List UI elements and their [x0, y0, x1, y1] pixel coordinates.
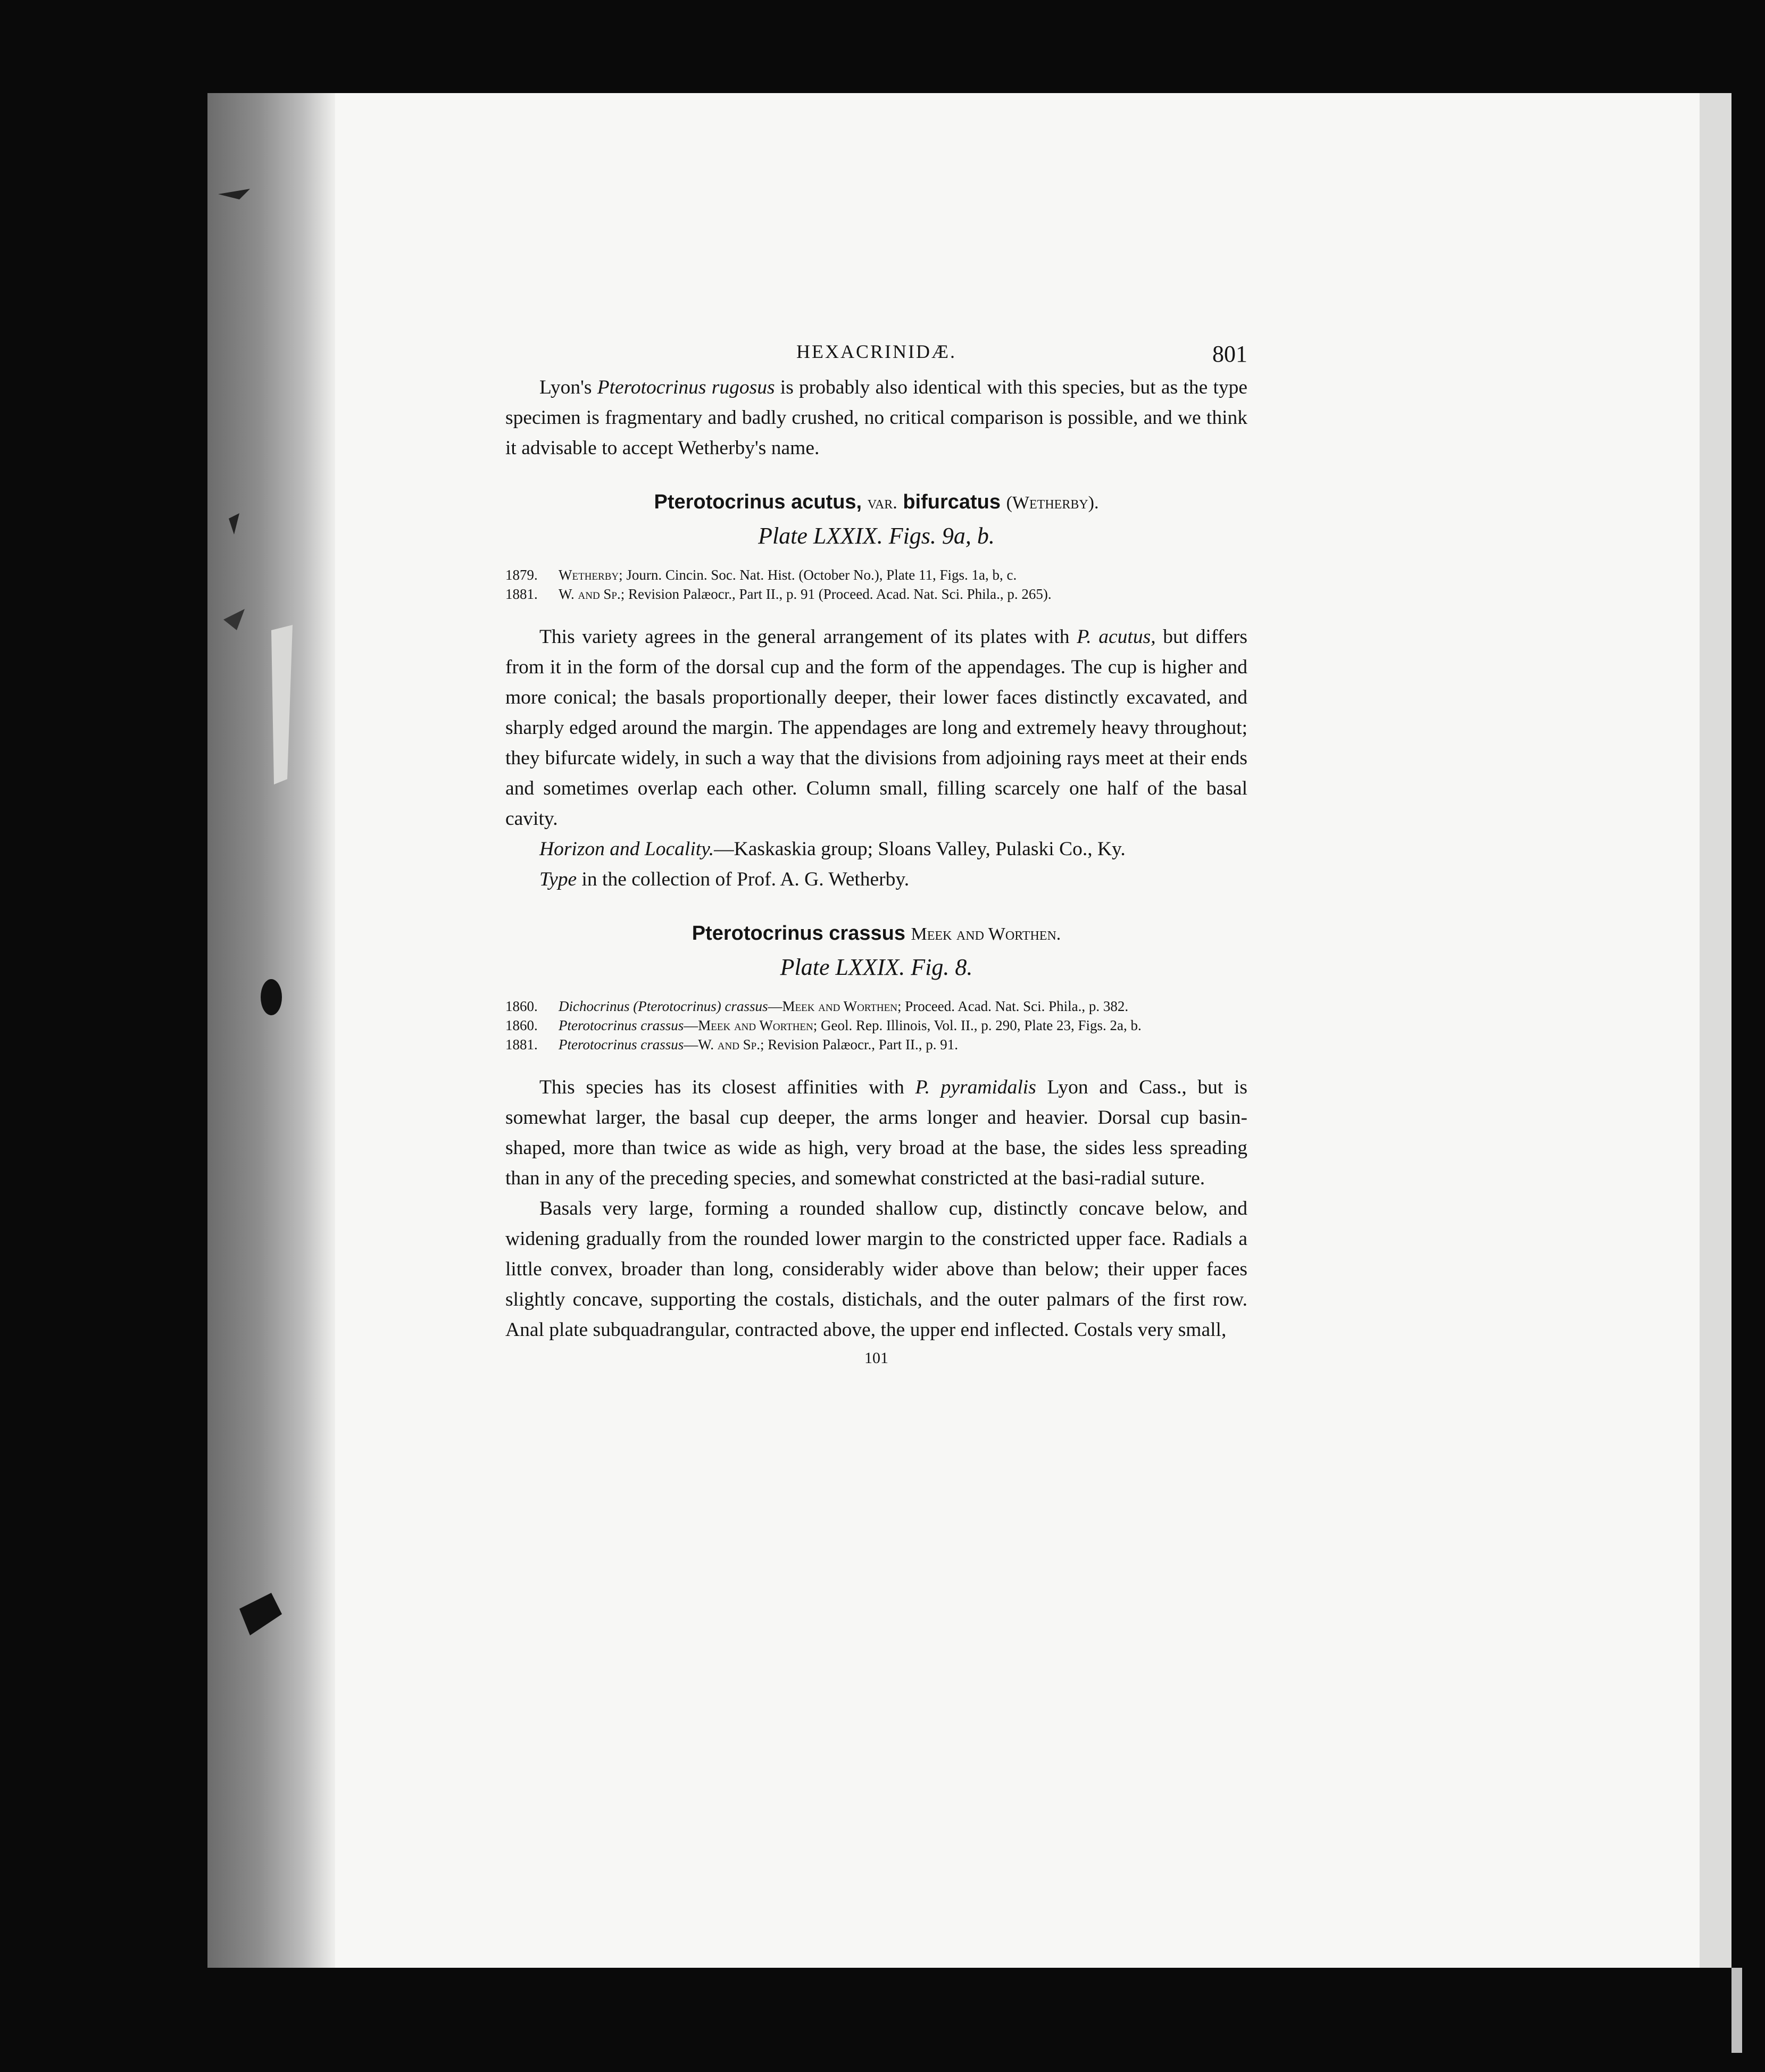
text-run: but differs from it in the form of the dorsal cup and the form of the appendages. The cup is higher and more conical; the basals proportionally deeper, their lower faces distinctly excavated, and sharply edged around the margin. The appendages are long and extremely heavy throughout; they bifurcate widely, in such a way that the divisions from adjoining rays meet at their ends and sometimes overlap each other. Column small, filling scarcely one half of the basal cavity. — [505, 626, 1247, 830]
var-label: var. — [867, 493, 897, 513]
species-heading-crassus — [505, 922, 1247, 945]
ref-name: Dichocrinus (Pterotocrinus) crassus — [559, 998, 768, 1014]
page-gutter-shadow — [207, 93, 335, 1968]
italic-species: P. acutus, — [1077, 626, 1156, 648]
ref-name: Pterotocrinus crassus — [559, 1037, 684, 1052]
horizon-label: Horizon and Locality. — [539, 838, 714, 860]
ref-author: —Meek and Worthen — [768, 998, 897, 1014]
synonymy-list — [505, 997, 1247, 1054]
synonymy-entry — [505, 997, 1247, 1016]
ref-author: —W. and Sp. — [684, 1037, 761, 1052]
intro-text: is probably also identical with this species, but as the type specimen is fragmentary and badly crushed, no critical comparison is possible, and we think it advisable to accept Wetherby's name. — [505, 377, 1248, 459]
intro-genus: Pterotocrinus rugosus — [597, 377, 775, 398]
synonymy-entry — [505, 1016, 1247, 1035]
description-paragraph: Basals very large, forming a rounded shallow cup, distinctly concave below, and widening gradually from the rounded lower margin to the constricted upper face. Radials a little convex, broader than long, considerably wider above than below; their upper faces slightly concave, supporting the costals, distichals, and the outer palmars of the first row. Anal plate subquadrangular, contracted above, the upper end inflected. Costals very small, — [505, 1198, 1247, 1341]
variety-name: bifurcatus — [903, 491, 1001, 513]
ref-text: ; Revision Palæocr., Part II., p. 91 (Proceed. Acad. Nat. Sci. Phila., p. 265). — [620, 586, 1052, 602]
type-text: in the collection of Prof. A. G. Wetherby. — [577, 868, 910, 890]
running-head — [505, 340, 1247, 372]
text-run: This variety agrees in the general arrangement of its plates with — [539, 626, 1077, 648]
page-number: 801 — [1212, 341, 1247, 367]
ref-year: 1860. — [505, 1017, 538, 1033]
running-title: HEXACRINIDÆ. — [796, 341, 956, 362]
species-name: Pterotocrinus acutus, — [654, 491, 862, 513]
intro-lead: Lyon's — [539, 377, 597, 398]
species-author: (Wetherby). — [1006, 493, 1099, 513]
species-heading-acutus-bifurcatus — [505, 491, 1247, 514]
synonymy-list — [505, 565, 1247, 604]
ref-author: W. and Sp. — [559, 586, 621, 602]
synonymy-entry — [505, 1035, 1247, 1054]
type-line — [505, 864, 1247, 895]
species-name: Pterotocrinus crassus — [692, 922, 905, 945]
description-paragraph — [505, 622, 1247, 834]
text-run: This species has its closest affinities with — [539, 1076, 915, 1098]
ref-text: ; Revision Palæocr., Part II., p. 91. — [760, 1037, 958, 1052]
text-run: Lyon and Cass., but is somewhat larger, the basal cup deeper, the arms longer and heavier. Dorsal cup basin-shaped, more than twice as wide as high, very broad at the base, the sides less spreading than in any of the preceding species, and somewhat constricted at the basi-radial suture. — [505, 1076, 1247, 1189]
synonymy-entry — [505, 565, 1247, 584]
ref-author: —Meek and Worthen — [684, 1017, 813, 1033]
plate-reference: Plate LXXIX. Fig. 8. — [780, 954, 973, 980]
horizon-text: —Kaskaskia group; Sloans Valley, Pulaski Co., Ky. — [714, 838, 1126, 860]
intro-paragraph — [505, 372, 1247, 463]
italic-species: P. pyramidalis — [915, 1076, 1036, 1098]
ref-year: 1881. — [505, 1037, 538, 1052]
ref-year: 1879. — [505, 567, 538, 583]
ref-author: Wetherby — [559, 567, 619, 583]
ref-text: ; Geol. Rep. Illinois, Vol. II., p. 290, Plate 23, Figs. 2a, b. — [813, 1017, 1142, 1033]
type-label: Type — [539, 868, 577, 890]
page-text-block — [505, 340, 1247, 1542]
ref-text: ; Journ. Cincin. Soc. Nat. Hist. (October No.), Plate 11, Figs. 1a, b, c. — [619, 567, 1017, 583]
ref-year: 1860. — [505, 998, 538, 1014]
ref-name: Pterotocrinus crassus — [559, 1017, 684, 1033]
description-paragraph — [505, 1072, 1247, 1193]
signature-mark: 101 — [864, 1349, 888, 1367]
ref-year: 1881. — [505, 586, 538, 602]
synonymy-entry — [505, 584, 1247, 604]
binding-marks — [207, 93, 335, 1968]
horizon-line — [505, 834, 1247, 864]
plate-reference: Plate LXXIX. Figs. 9a, b. — [758, 523, 995, 549]
ref-text: ; Proceed. Acad. Nat. Sci. Phila., p. 382. — [897, 998, 1129, 1014]
species-author: Meek and Worthen. — [911, 924, 1061, 944]
